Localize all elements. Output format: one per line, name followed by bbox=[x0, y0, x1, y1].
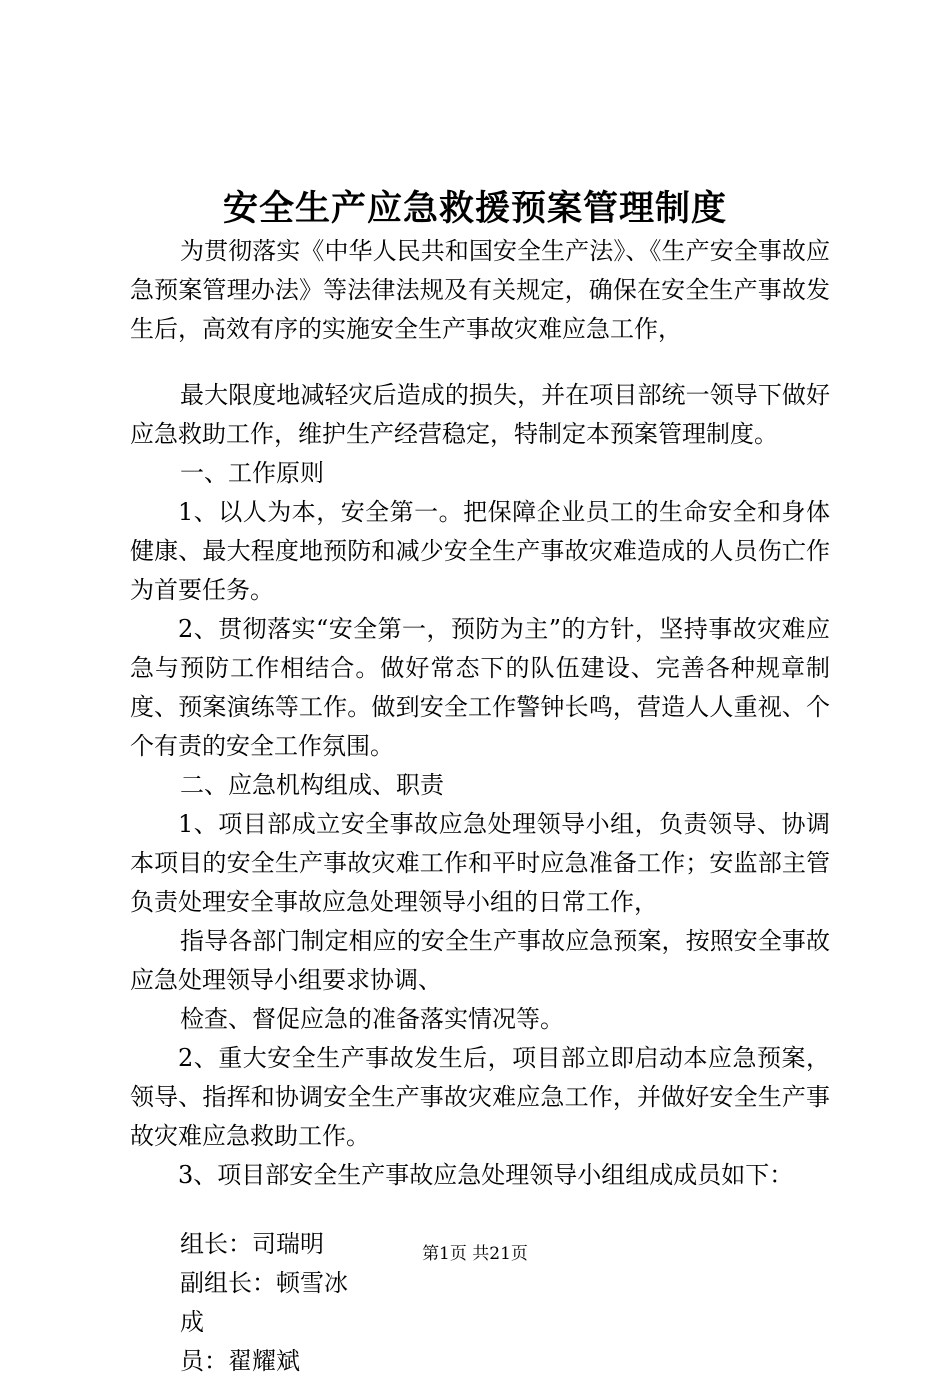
principle-item-1: 1、以人为本，安全第一。把保障企业员工的生命安全和身体健康、最大程度地预防和减少安全生产事故灾难造成的人员伤亡作为首要任务。 bbox=[130, 498, 830, 604]
organization-item-3: 3、项目部安全生产事故应急处理领导小组组成成员如下： bbox=[178, 1161, 794, 1189]
organization-item-1-end: 检查、督促应急的准备落实情况等。 bbox=[180, 1005, 564, 1033]
paragraph-intro: 为贯彻落实《中华人民共和国安全生产法》、《生产安全事故应急预案管理办法》等法律法规及有关规定，确保在安全生产事故发生后，高效有序的实施安全生产事故灾难应急工作， bbox=[130, 237, 830, 343]
member-deputy-leader: 副组长：顿雪冰 bbox=[180, 1269, 348, 1297]
principle-item-2: 2、贯彻落实“安全第一，预防为主”的方针，坚持事故灾难应急与预防工作相结合。做好常态下的队伍建设、完善各种规章制度、预案演练等工作。做到安全工作警钟长鸣，营造人人重视、个个有责的安全工作氛围。 bbox=[130, 615, 830, 760]
organization-item-2: 2、重大安全生产事故发生后，项目部立即启动本应急预案，领导、指挥和协调安全生产事故灾难应急工作，并做好安全生产事故灾难应急救助工作。 bbox=[130, 1044, 830, 1150]
paragraph-gap bbox=[130, 1195, 830, 1225]
document-title: 安全生产应急救援预案管理制度 bbox=[222, 188, 727, 229]
document-body bbox=[130, 232, 830, 1381]
section-heading-organization: 二、应急机构组成、职责 bbox=[180, 771, 444, 799]
member-label-part: 成 bbox=[180, 1308, 204, 1336]
page-number: 第1页 共21页 bbox=[422, 1244, 528, 1264]
member-staff: 员：翟耀斌 bbox=[180, 1347, 300, 1375]
member-leader: 组长：司瑞明 bbox=[180, 1230, 324, 1258]
paragraph-gap bbox=[130, 349, 830, 376]
organization-item-1: 1、项目部成立安全事故应急处理领导小组，负责领导、协调本项目的安全生产事故灾难工作和平时应急准备工作；安监部主管负责处理安全事故应急处理领导小组的日常工作， bbox=[130, 810, 830, 916]
paragraph-purpose: 最大限度地减轻灾后造成的损失，并在项目部统一领导下做好应急救助工作，维护生产经营稳定，特制定本预案管理制度。 bbox=[130, 381, 830, 448]
organization-item-1-cont: 指导各部门制定相应的安全生产事故应急预案，按照安全事故应急处理领导小组要求协调、 bbox=[130, 927, 830, 994]
section-heading-principles: 一、工作原则 bbox=[180, 459, 324, 487]
